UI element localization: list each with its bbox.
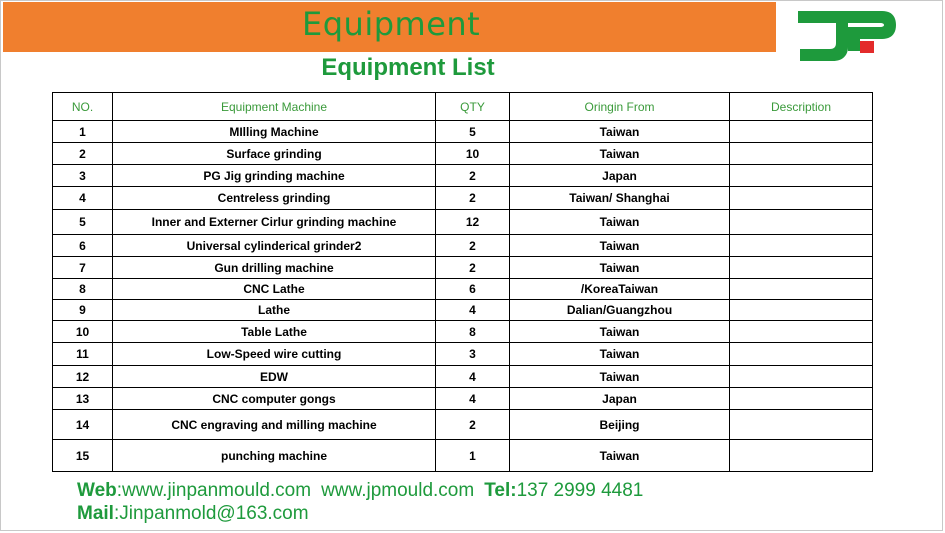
cell-machine: MIlling Machine (113, 121, 436, 143)
cell-machine: Low-Speed wire cutting (113, 343, 436, 366)
table-row (53, 440, 873, 472)
table-row (53, 121, 873, 143)
cell-qty: 6 (436, 279, 510, 300)
cell-qty: 2 (436, 165, 510, 187)
cell-qty: 2 (436, 235, 510, 257)
cell-machine: Surface grinding (113, 143, 436, 165)
logo-red-square (860, 41, 874, 53)
cell-no: 15 (53, 440, 113, 472)
cell-description (730, 343, 873, 366)
cell-machine: CNC Lathe (113, 279, 436, 300)
table-row (53, 257, 873, 279)
table-row (53, 321, 873, 343)
table-row (53, 300, 873, 321)
header-title: Equipment (302, 5, 481, 43)
equipment-table (52, 92, 873, 472)
cell-machine: Table Lathe (113, 321, 436, 343)
tel-label: Tel: (484, 480, 517, 501)
cell-qty: 2 (436, 257, 510, 279)
table-row (53, 210, 873, 235)
cell-no: 5 (53, 210, 113, 235)
footer-mail-line (77, 503, 309, 525)
cell-qty: 3 (436, 343, 510, 366)
mail-value[interactable]: :Jinpanmold@163.com (113, 503, 309, 524)
cell-description (730, 440, 873, 472)
cell-machine: EDW (113, 366, 436, 388)
cell-description (730, 388, 873, 410)
cell-origin: Taiwan (510, 343, 730, 366)
cell-qty: 4 (436, 388, 510, 410)
footer-web-line (77, 480, 643, 502)
cell-no: 1 (53, 121, 113, 143)
cell-qty: 10 (436, 143, 510, 165)
table-row (53, 410, 873, 440)
cell-qty: 12 (436, 210, 510, 235)
cell-qty: 2 (436, 187, 510, 210)
col-header-origin: Oringin From (510, 93, 730, 121)
table-row (53, 143, 873, 165)
cell-no: 13 (53, 388, 113, 410)
cell-no: 7 (53, 257, 113, 279)
tel-value: 137 2999 4481 (516, 480, 644, 501)
cell-machine: CNC computer gongs (113, 388, 436, 410)
cell-no: 11 (53, 343, 113, 366)
cell-no: 10 (53, 321, 113, 343)
cell-description (730, 257, 873, 279)
cell-qty: 1 (436, 440, 510, 472)
table-row (53, 388, 873, 410)
table-row (53, 366, 873, 388)
cell-no: 4 (53, 187, 113, 210)
cell-no: 14 (53, 410, 113, 440)
cell-qty: 8 (436, 321, 510, 343)
cell-no: 2 (53, 143, 113, 165)
cell-qty: 4 (436, 300, 510, 321)
cell-machine: PG Jig grinding machine (113, 165, 436, 187)
cell-description (730, 321, 873, 343)
cell-origin: Japan (510, 165, 730, 187)
col-header-machine: Equipment Machine (113, 93, 436, 121)
cell-origin: Taiwan (510, 143, 730, 165)
web-label: Web (77, 480, 117, 501)
cell-machine: Centreless grinding (113, 187, 436, 210)
cell-description (730, 366, 873, 388)
cell-qty: 2 (436, 410, 510, 440)
table-row (53, 165, 873, 187)
cell-description (730, 410, 873, 440)
col-header-no: NO. (53, 93, 113, 121)
cell-machine: Universal cylinderical grinder2 (113, 235, 436, 257)
col-header-description: Description (730, 93, 873, 121)
equipment-list-title: Equipment List (321, 54, 495, 81)
cell-description (730, 143, 873, 165)
cell-qty: 5 (436, 121, 510, 143)
cell-origin: Taiwan (510, 121, 730, 143)
cell-description (730, 210, 873, 235)
web-url-2[interactable]: www.jpmould.com (321, 480, 475, 501)
cell-origin: Taiwan (510, 257, 730, 279)
cell-origin: Japan (510, 388, 730, 410)
cell-origin: Taiwan/ Shanghai (510, 187, 730, 210)
cell-no: 3 (53, 165, 113, 187)
cell-description (730, 187, 873, 210)
table-row (53, 279, 873, 300)
cell-description (730, 235, 873, 257)
cell-description (730, 300, 873, 321)
cell-description (730, 121, 873, 143)
cell-origin: /KoreaTaiwan (510, 279, 730, 300)
cell-origin: Dalian/Guangzhou (510, 300, 730, 321)
cell-qty: 4 (436, 366, 510, 388)
col-header-qty: QTY (436, 93, 510, 121)
cell-no: 8 (53, 279, 113, 300)
table-row (53, 187, 873, 210)
cell-origin: Taiwan (510, 235, 730, 257)
cell-origin: Taiwan (510, 440, 730, 472)
cell-no: 6 (53, 235, 113, 257)
cell-machine: Gun drilling machine (113, 257, 436, 279)
mail-label: Mail (77, 503, 114, 524)
cell-no: 9 (53, 300, 113, 321)
cell-machine: Inner and Externer Cirlur grinding machine (113, 210, 436, 235)
cell-description (730, 165, 873, 187)
cell-machine: CNC engraving and milling machine (113, 410, 436, 440)
cell-machine: Lathe (113, 300, 436, 321)
cell-origin: Beijing (510, 410, 730, 440)
cell-no: 12 (53, 366, 113, 388)
cell-machine: punching machine (113, 440, 436, 472)
cell-origin: Taiwan (510, 210, 730, 235)
table-row (53, 343, 873, 366)
table-row (53, 235, 873, 257)
cell-origin: Taiwan (510, 366, 730, 388)
cell-description (730, 279, 873, 300)
table-header-row (53, 93, 873, 121)
web-url-1[interactable]: :www.jinpanmould.com (116, 480, 312, 501)
cell-origin: Taiwan (510, 321, 730, 343)
